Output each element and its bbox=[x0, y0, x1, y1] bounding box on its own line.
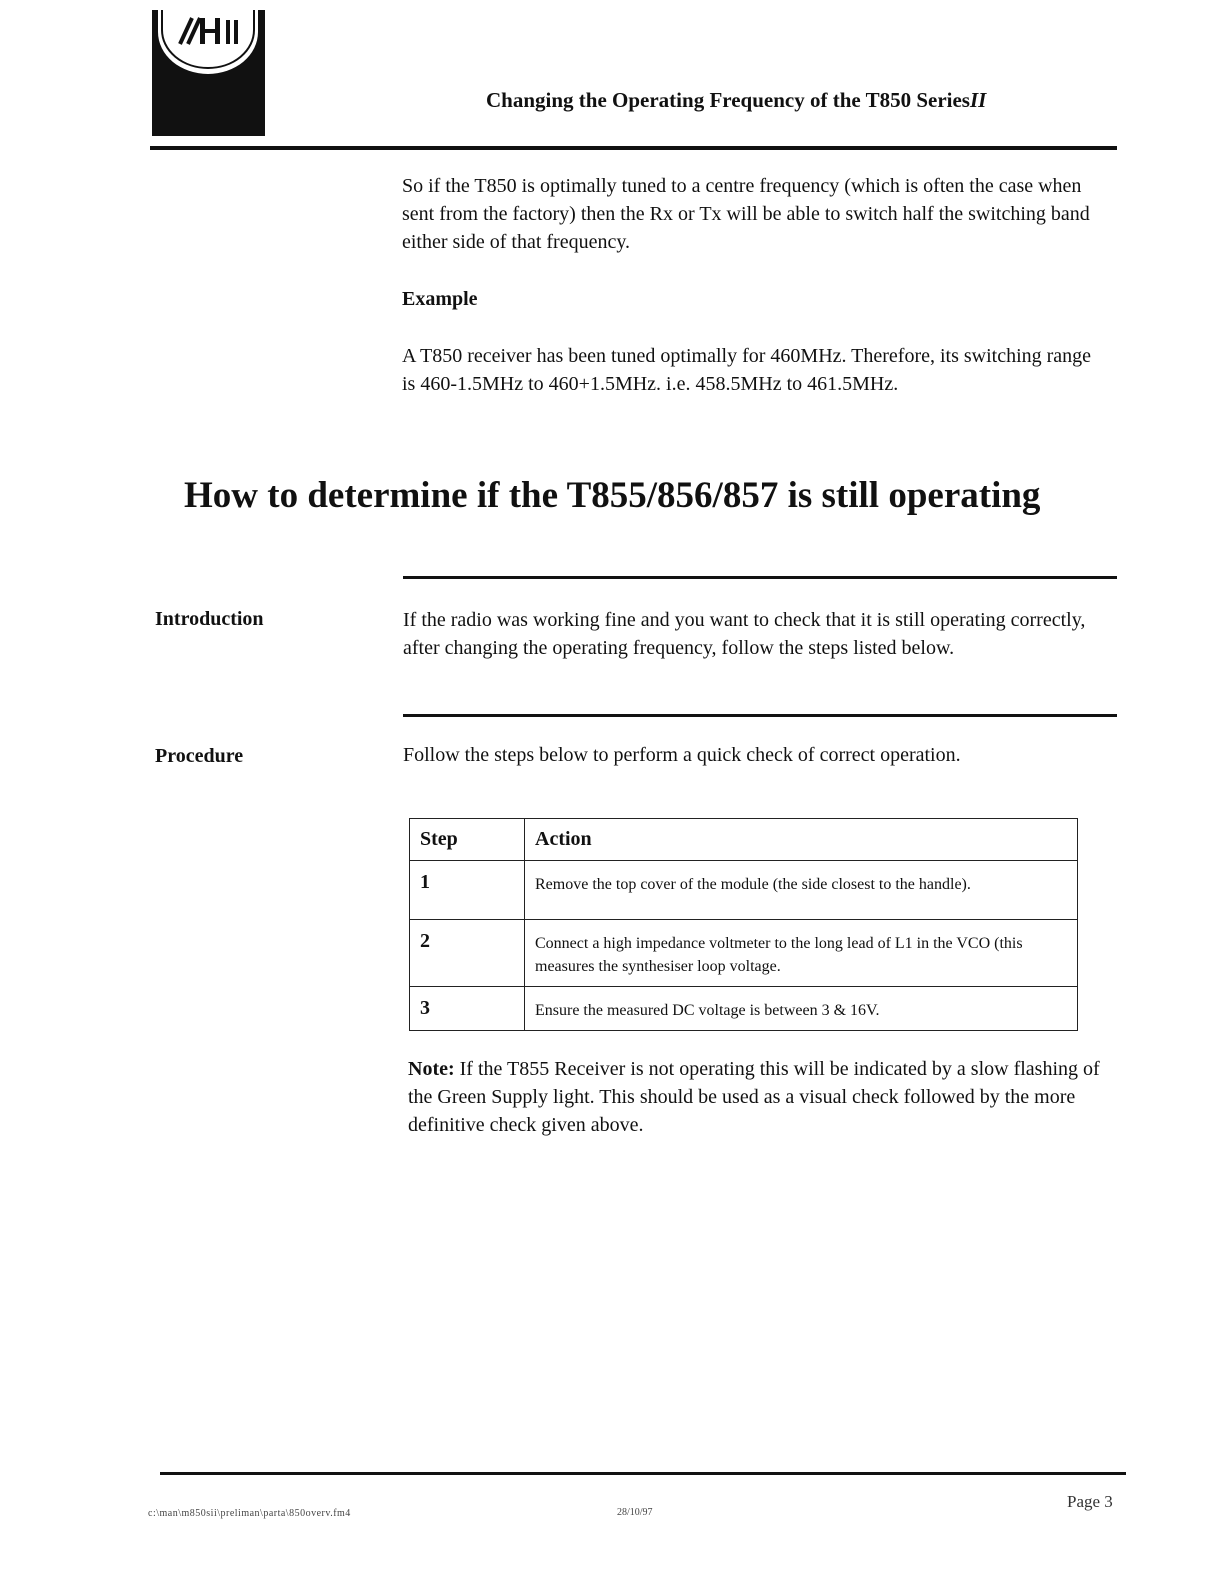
note-paragraph bbox=[408, 1055, 1108, 1139]
page-header-title bbox=[486, 88, 986, 113]
table-header-row bbox=[410, 819, 1078, 861]
example-label: Example bbox=[402, 288, 478, 310]
step-action: Remove the top cover of the module (the side closest to the handle). bbox=[525, 861, 1078, 920]
procedure-rule bbox=[403, 714, 1117, 717]
example-text: A T850 receiver has been tuned optimally for 460MHz. Therefore, its switching range is 460-1.5MHz to 460+1.5MHz. i.e. 458.5MHz to 461.5MHz. bbox=[402, 345, 1092, 395]
footer-date: 28/10/97 bbox=[617, 1507, 653, 1518]
header-title-suffix: II bbox=[969, 88, 987, 112]
action-column-header: Action bbox=[525, 819, 1078, 861]
step-column-header: Step bbox=[410, 819, 525, 861]
table-row bbox=[410, 861, 1078, 920]
note-label: Note: bbox=[408, 1058, 455, 1080]
introduction-text: If the radio was working fine and you want to check that it is still operating correctly, after changing the operating frequency, follow the steps listed below. bbox=[403, 609, 1086, 659]
step-number: 2 bbox=[410, 920, 525, 987]
header-title-main: Changing the Operating Frequency of the T850 Series bbox=[486, 88, 970, 112]
logo-icon bbox=[152, 10, 265, 136]
steps-table bbox=[409, 818, 1078, 1031]
intro-paragraph: So if the T850 is optimally tuned to a centre frequency (which is often the case when sent from the factory) then the Rx or Tx will be able to switch half the switching band either side of that frequency. bbox=[402, 175, 1090, 253]
header-rule bbox=[150, 146, 1117, 150]
section-heading: How to determine if the T855/856/857 is still operating bbox=[184, 475, 1041, 516]
step-number: 3 bbox=[410, 987, 525, 1031]
footer-file-path: c:\man\m850sii\preliman\parta\850overv.fm4 bbox=[148, 1508, 351, 1519]
procedure-label: Procedure bbox=[155, 745, 244, 767]
introduction-rule bbox=[403, 576, 1117, 579]
note-text: If the T855 Receiver is not operating this will be indicated by a slow flashing of the Green Supply light. This should be used as a visual check followed by the more definitive check given above. bbox=[408, 1058, 1100, 1136]
table-row bbox=[410, 920, 1078, 987]
procedure-text: Follow the steps below to perform a quick check of correct operation. bbox=[403, 744, 961, 766]
step-action: Ensure the measured DC voltage is between 3 & 16V. bbox=[525, 987, 1078, 1031]
introduction-label: Introduction bbox=[155, 608, 264, 630]
step-number: 1 bbox=[410, 861, 525, 920]
company-logo bbox=[152, 10, 265, 136]
page-number: Page 3 bbox=[1067, 1492, 1113, 1511]
step-action: Connect a high impedance voltmeter to the long lead of L1 in the VCO (this measures the synthesiser loop voltage. bbox=[525, 920, 1078, 987]
footer-rule bbox=[160, 1472, 1126, 1475]
table-row bbox=[410, 987, 1078, 1031]
